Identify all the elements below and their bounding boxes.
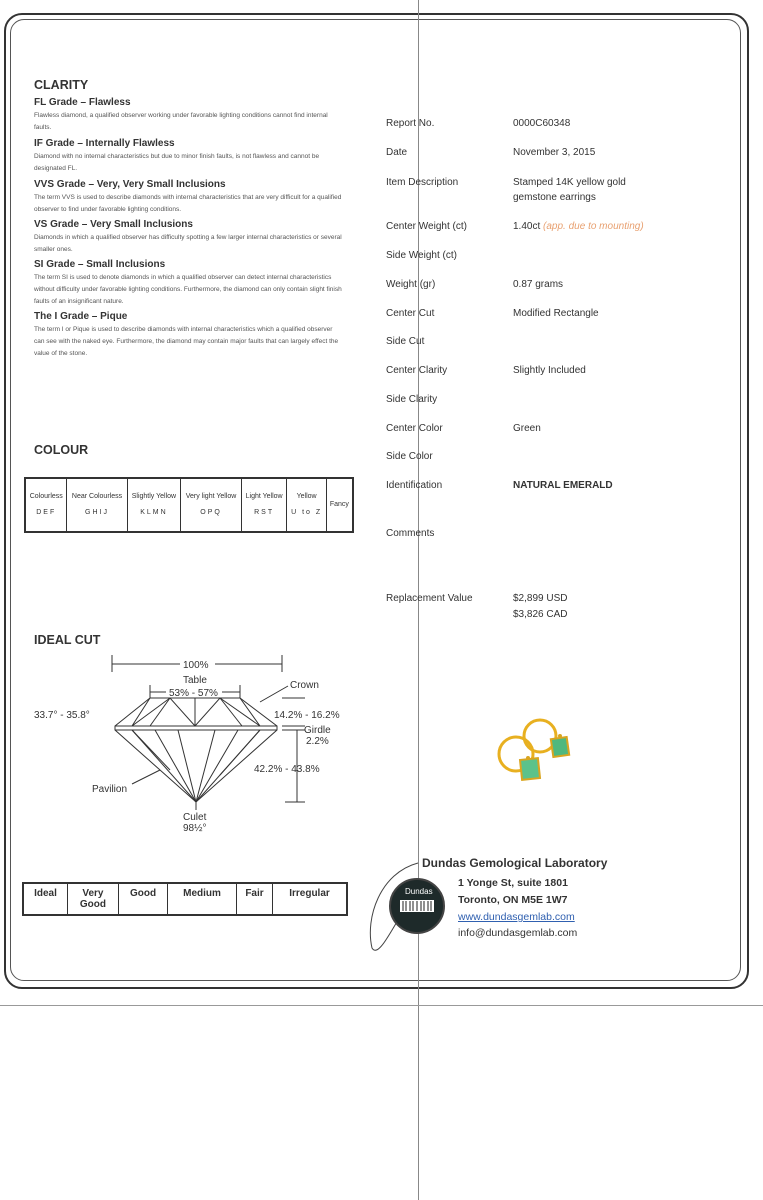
report-no-label: Report No.	[386, 118, 435, 129]
colour-cell: Near Colourless GHIJ	[67, 478, 127, 532]
colour-cell: Light Yellow RST	[241, 478, 287, 532]
diagram-pavilion-label: Pavilion	[92, 784, 128, 795]
colour-cell: Very light Yellow OPQ	[181, 478, 242, 532]
date-label: Date	[386, 147, 408, 158]
grade-vs-title: VS Grade – Very Small Inclusions	[34, 219, 193, 230]
grade-si-title: SI Grade – Small Inclusions	[34, 259, 166, 270]
cut-grade-table	[22, 882, 348, 916]
clarity-heading: CLARITY	[34, 78, 89, 92]
center-color-label: Center Color	[386, 423, 443, 434]
page-bottom-line	[0, 1005, 763, 1006]
grade-vvs-desc: The term VVS is used to describe diamonds with internal characteristics that are very difficult for a qualified observer to find under favorable lighting conditions.	[34, 194, 342, 213]
grade-fl-title: FL Grade – Flawless	[34, 97, 131, 108]
lab-name: Dundas Gemological Laboratory	[422, 856, 608, 870]
replacement-value-label: Replacement Value	[386, 593, 473, 604]
comments-label: Comments	[386, 528, 435, 539]
grade-if-title: IF Grade – Internally Flawless	[34, 138, 175, 149]
cut-grade-cell: Ideal	[23, 883, 67, 915]
weight-value: 0.87 grams	[513, 279, 564, 290]
colour-cell: Colourless DEF	[25, 478, 67, 532]
cut-grade-cell: Very Good	[67, 883, 118, 915]
diagram-pavilion-depth: 42.2% - 43.8%	[254, 764, 320, 775]
cut-grade-cell: Irregular	[273, 883, 347, 915]
grade-i-title: The I Grade – Pique	[34, 311, 128, 322]
replacement-value-usd: $2,899 USD	[513, 593, 568, 604]
weight-label: Weight (gr)	[386, 279, 436, 290]
side-clarity-label: Side Clarity	[386, 394, 438, 405]
diagram-culet-value: 98½°	[183, 823, 207, 834]
ideal-cut-heading: IDEAL CUT	[34, 633, 101, 647]
grade-i-desc: The term I or Pique is used to describe diamonds with internal characteristics which a qualified observer can see with the naked eye. Furthermore, the diamond may contain major faults that can largely effect the value of the stone.	[34, 326, 339, 357]
center-color-value: Green	[513, 423, 541, 434]
colour-cell: Yellow U to Z	[287, 478, 326, 532]
side-color-label: Side Color	[386, 451, 433, 462]
center-cut-value: Modified Rectangle	[513, 308, 599, 319]
grade-vvs-title: VVS Grade – Very, Very Small Inclusions	[34, 179, 226, 190]
lab-website-link[interactable]: www.dundasgemlab.com	[458, 911, 575, 923]
side-cut-label: Side Cut	[386, 336, 425, 347]
date-value: November 3, 2015	[513, 147, 596, 158]
diagram-table-label: Table	[183, 675, 207, 686]
report-no-value: 0000C60348	[513, 118, 571, 129]
item-description-value: Stamped 14K yellow gold gemstone earrings	[513, 177, 626, 203]
seal-text: Dundas	[405, 887, 433, 896]
lab-address-line1: 1 Yonge St, suite 1801	[458, 877, 568, 889]
colour-scale-table	[24, 477, 354, 533]
center-clarity-value: Slightly Included	[513, 365, 586, 376]
lab-email[interactable]: info@dundasgemlab.com	[458, 927, 578, 939]
identification-label: Identification	[386, 480, 443, 491]
cut-grade-cell: Fair	[236, 883, 272, 915]
center-weight-row	[513, 219, 644, 234]
replacement-value-cad: $3,826 CAD	[513, 609, 568, 620]
center-clarity-label: Center Clarity	[386, 365, 448, 376]
colour-heading: COLOUR	[34, 443, 89, 457]
grade-if-desc: Diamond with no internal characteristics but due to minor finish faults, is not flawless and cannot be designated FL.	[34, 153, 320, 172]
colour-cell: Slightly Yellow KLMN	[127, 478, 181, 532]
earrings-photo	[490, 712, 580, 792]
diagram-girdle-value: 2.2%	[306, 736, 329, 747]
diagram-culet-label: Culet	[183, 812, 207, 823]
diagram-table-range: 53% - 57%	[169, 688, 218, 699]
grade-fl-desc: Flawless diamond, a qualified observer working under favorable lighting conditions cannot find internal faults.	[34, 112, 328, 131]
diagram-girdle-label: Girdle	[304, 725, 331, 736]
center-weight-value: 1.40ct	[513, 221, 541, 232]
diagram-crown-height: 14.2% - 16.2%	[274, 710, 340, 721]
center-weight-label: Center Weight (ct)	[386, 221, 467, 232]
diagram-crown-angle: 33.7° - 35.8°	[34, 710, 90, 721]
cut-grade-cell: Good	[118, 883, 167, 915]
colour-cell: Fancy	[326, 478, 353, 532]
lab-address-line2: Toronto, ON M5E 1W7	[458, 894, 568, 906]
identification-value: NATURAL EMERALD	[513, 480, 613, 491]
grade-si-desc: The term SI is used to denote diamonds in which a qualified observer can detect internal characteristics without difficulty under favorable lighting conditions. Furthermore, the diamond can only contain slight finish faults of an insignificant nature.	[34, 274, 342, 305]
side-weight-label: Side Weight (ct)	[386, 250, 457, 261]
center-weight-note: (app. due to mounting)	[543, 221, 644, 232]
grade-vs-desc: Diamonds in which a qualified observer has difficulty spotting a few larger internal characteristics or several smaller ones.	[34, 234, 342, 253]
diamond-diagram	[20, 650, 360, 840]
diagram-crown-label: Crown	[290, 680, 319, 691]
item-description-label: Item Description	[386, 177, 459, 188]
diagram-total-width: 100%	[183, 660, 209, 671]
center-cut-label: Center Cut	[386, 308, 435, 319]
cut-grade-cell: Medium	[168, 883, 237, 915]
